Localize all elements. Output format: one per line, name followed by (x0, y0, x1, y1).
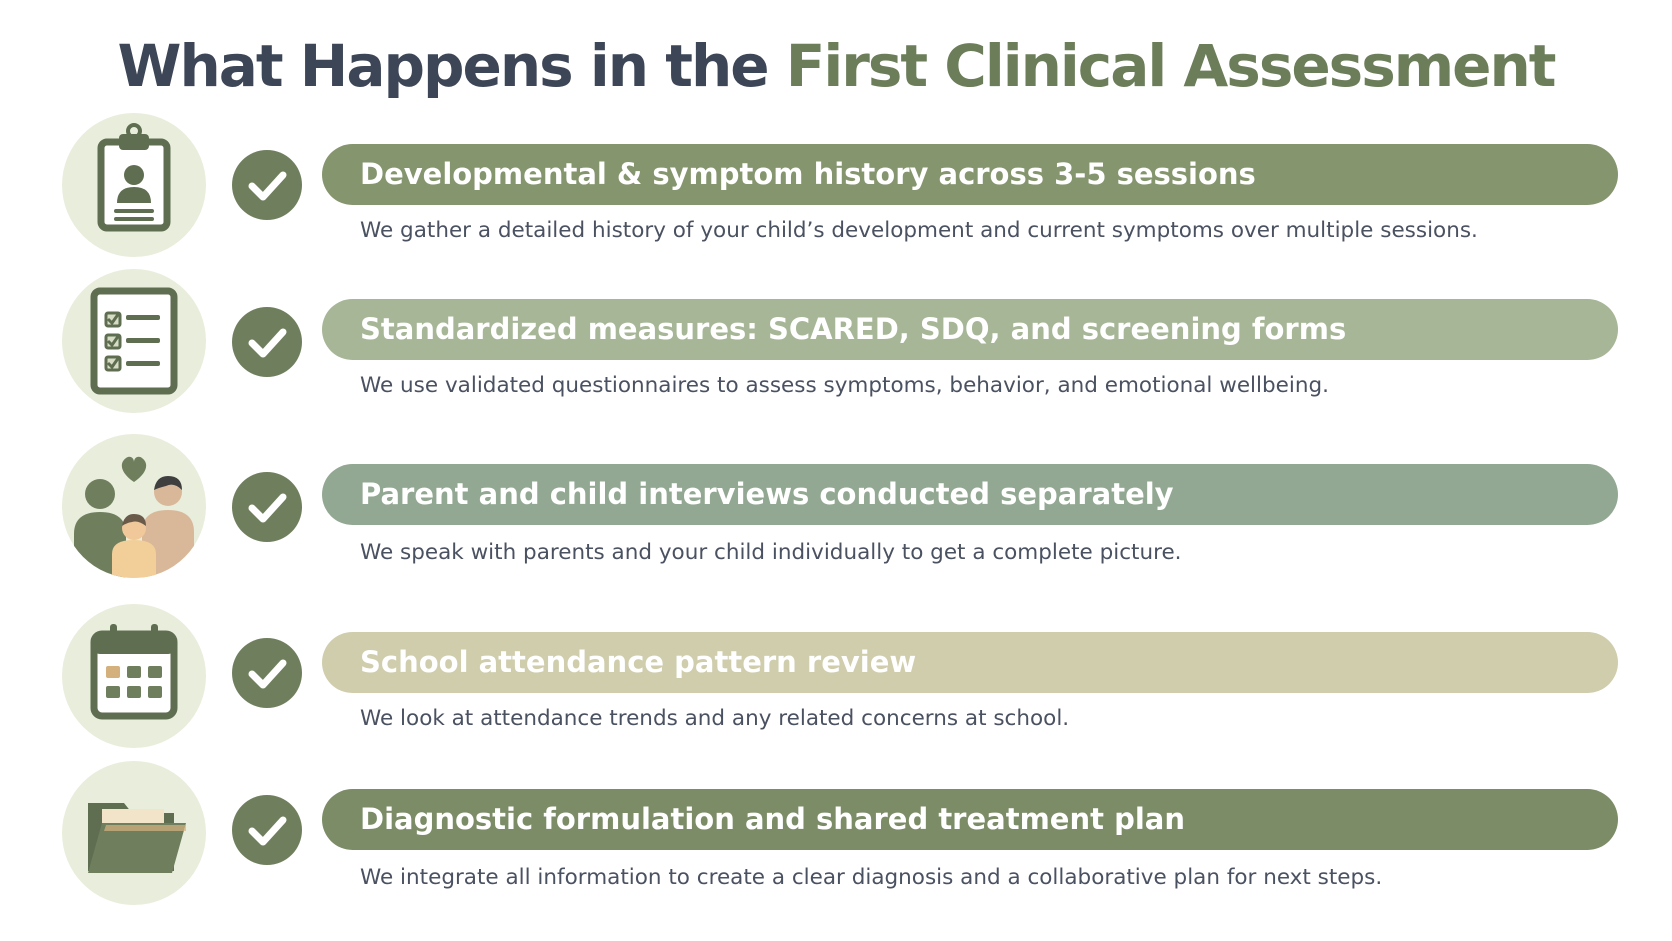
title-accent: First Clinical Assessment (785, 32, 1555, 100)
step-description: We look at attendance trends and any related concerns at school. (360, 706, 1070, 731)
step-plan (0, 755, 1672, 905)
step-heading-pill (322, 299, 1618, 360)
title-main: What Happens in the (117, 32, 786, 100)
folder-icon (62, 761, 206, 905)
step-heading: Diagnostic formulation and shared treatment plan (360, 802, 1185, 836)
step-heading: Standardized measures: SCARED, SDQ, and screening forms (360, 312, 1347, 346)
step-heading-pill (322, 632, 1618, 693)
check-icon (232, 638, 302, 708)
family-heart-icon (62, 434, 206, 578)
checklist-icon (62, 269, 206, 413)
clipboard-person-icon (62, 113, 206, 257)
step-description: We speak with parents and your child individually to get a complete picture. (360, 540, 1182, 565)
step-description: We gather a detailed history of your child’s development and current symptoms over multiple sessions. (360, 218, 1478, 243)
step-heading: Parent and child interviews conducted separately (360, 477, 1174, 511)
step-heading: Developmental & symptom history across 3-5 sessions (360, 157, 1256, 191)
step-heading: School attendance pattern review (360, 645, 917, 679)
step-interviews (0, 430, 1672, 580)
step-description: We use validated questionnaires to assess symptoms, behavior, and emotional wellbeing. (360, 373, 1329, 398)
step-attendance (0, 598, 1672, 748)
step-description: We integrate all information to create a clear diagnosis and a collaborative plan for next steps. (360, 865, 1383, 890)
step-heading-pill (322, 789, 1618, 850)
check-icon (232, 307, 302, 377)
step-heading-pill (322, 464, 1618, 525)
page-title (0, 26, 1672, 106)
check-icon (232, 150, 302, 220)
calendar-icon (62, 604, 206, 748)
check-icon (232, 472, 302, 542)
check-icon (232, 795, 302, 865)
step-history (0, 110, 1672, 260)
step-heading-pill (322, 144, 1618, 205)
step-measures (0, 265, 1672, 415)
